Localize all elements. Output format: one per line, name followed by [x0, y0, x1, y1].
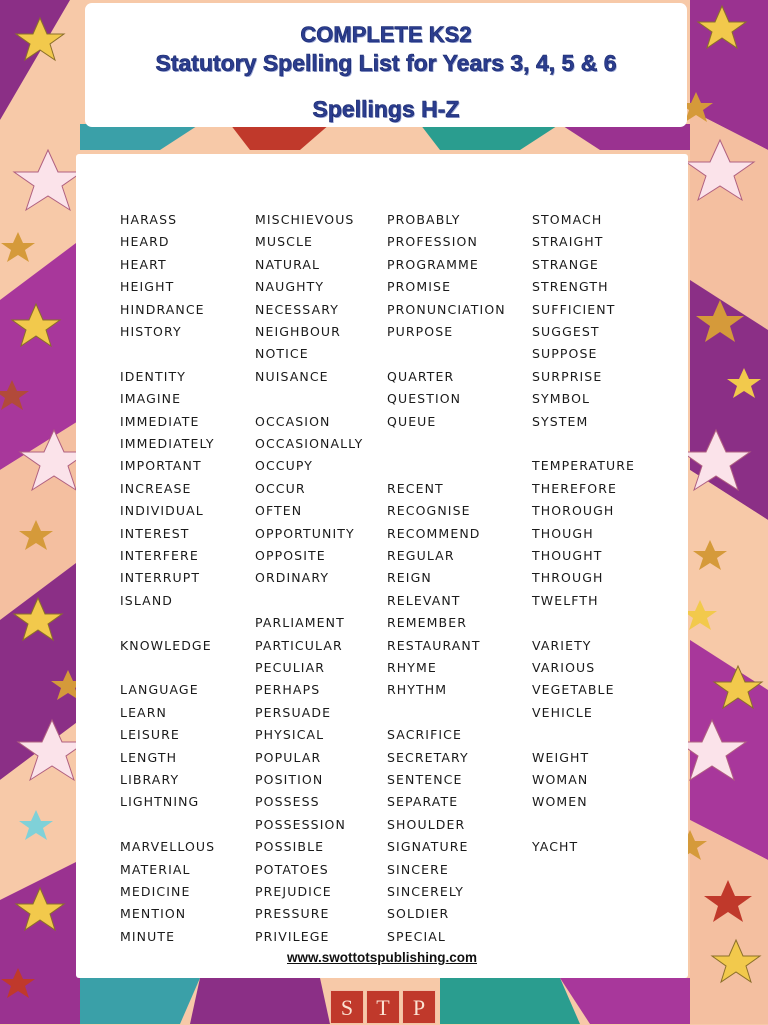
- spelling-word: POSITION: [255, 772, 324, 787]
- spelling-word: IMMEDIATELY: [120, 436, 215, 451]
- logo-letter: S: [330, 990, 364, 1024]
- spelling-word: HEART: [120, 256, 167, 272]
- spelling-word: PRONUNCIATION: [387, 301, 506, 317]
- spelling-word: PRESSURE: [255, 906, 330, 922]
- spelling-word: INTERRUPT: [120, 570, 201, 586]
- spelling-word: OFTEN: [255, 503, 303, 519]
- spelling-word: REGULAR: [387, 548, 455, 563]
- spelling-word: NUISANCE: [255, 368, 329, 384]
- spelling-word: WEIGHT: [532, 749, 590, 765]
- spelling-word: SPECIAL: [387, 928, 446, 944]
- spelling-word: WOMEN: [532, 794, 588, 810]
- spelling-word: HARASS: [120, 212, 178, 227]
- spelling-word: SYSTEM: [532, 413, 589, 429]
- spelling-word: ORDINARY: [255, 570, 330, 586]
- spelling-word: RHYTHM: [387, 682, 448, 698]
- spelling-word: TEMPERATURE: [532, 458, 635, 474]
- spelling-word: POSSIBLE: [255, 839, 325, 855]
- spelling-word: LEISURE: [120, 727, 180, 743]
- spelling-word: HEIGHT: [120, 279, 175, 295]
- spelling-word: PARLIAMENT: [255, 615, 345, 631]
- spelling-word: INTERFERE: [120, 548, 199, 563]
- spelling-word: PHYSICAL: [255, 727, 325, 743]
- spelling-word: STRENGTH: [532, 279, 609, 295]
- spelling-word: SINCERELY: [387, 884, 465, 899]
- spelling-word: OCCASION: [255, 413, 331, 429]
- title-spellings-range: Spellings H-Z: [312, 96, 460, 122]
- spelling-word: VARIETY: [532, 637, 592, 653]
- spelling-word: OCCUR: [255, 480, 306, 496]
- spelling-word: WOMAN: [532, 772, 589, 787]
- spelling-word: LIGHTNING: [120, 794, 200, 810]
- spelling-word: SINCERE: [387, 861, 449, 877]
- spelling-word: YACHT: [532, 839, 579, 855]
- spelling-word: NATURAL: [255, 256, 321, 272]
- spelling-word: PROMISE: [387, 279, 452, 295]
- spelling-word: SHOULDER: [387, 816, 466, 832]
- website-url[interactable]: www.swottotspublishing.com: [287, 950, 477, 965]
- spelling-word: MINUTE: [120, 928, 176, 944]
- spelling-word: STOMACH: [532, 212, 603, 227]
- spelling-word: KNOWLEDGE: [120, 637, 212, 653]
- spelling-word: INTEREST: [120, 525, 190, 541]
- spelling-word: IMAGINE: [120, 391, 182, 407]
- spelling-word: THROUGH: [532, 570, 604, 586]
- spelling-word: LENGTH: [120, 749, 178, 765]
- spelling-word: PARTICULAR: [255, 637, 343, 653]
- spelling-word: QUESTION: [387, 391, 462, 407]
- spelling-word: IMMEDIATE: [120, 413, 200, 429]
- spelling-word: NAUGHTY: [255, 279, 325, 295]
- spelling-word: THOROUGH: [532, 503, 615, 519]
- title-panel: [88, 6, 684, 124]
- spelling-word: OCCASIONALLY: [255, 436, 364, 451]
- spelling-word: THOUGH: [532, 525, 594, 541]
- spelling-word: NOTICE: [255, 346, 309, 362]
- spelling-word: POSSESS: [255, 794, 320, 810]
- logo-letter: T: [366, 990, 400, 1024]
- spelling-word: POSSESSION: [255, 816, 346, 832]
- spelling-word: SOLDIER: [387, 906, 450, 922]
- spelling-word: MATERIAL: [120, 861, 191, 877]
- spelling-word: RHYME: [387, 660, 437, 675]
- stp-logo: [330, 990, 436, 1024]
- spelling-word: SEPARATE: [387, 794, 459, 810]
- spelling-word: NEIGHBOUR: [255, 324, 341, 339]
- spelling-word: REIGN: [387, 570, 432, 586]
- spelling-word: PECULIAR: [255, 660, 325, 675]
- spelling-word: POPULAR: [255, 749, 322, 765]
- spelling-word: RECOMMEND: [387, 525, 481, 541]
- spelling-word: OCCUPY: [255, 458, 313, 474]
- spelling-word: SURPRISE: [532, 368, 603, 384]
- spelling-word: NECESSARY: [255, 301, 339, 317]
- spelling-word: PREJUDICE: [255, 884, 332, 899]
- spelling-word: MUSCLE: [255, 234, 314, 250]
- spelling-word: MARVELLOUS: [120, 839, 216, 855]
- spelling-word: OPPOSITE: [255, 548, 326, 563]
- spelling-word: STRAIGHT: [532, 234, 604, 250]
- title-complete-ks2: COMPLETE KS2: [300, 22, 472, 47]
- spelling-word: PERSUADE: [255, 704, 332, 720]
- spelling-word: RELEVANT: [387, 592, 461, 608]
- spelling-word: REMEMBER: [387, 615, 468, 631]
- spelling-word: THEREFORE: [532, 480, 618, 496]
- spelling-word: TWELFTH: [532, 592, 599, 608]
- spelling-word: STRANGE: [532, 256, 599, 272]
- spelling-word: INDIVIDUAL: [120, 503, 204, 519]
- spelling-word: PROGRAMME: [387, 256, 479, 272]
- spelling-word: MEDICINE: [120, 884, 191, 899]
- spelling-word: RECENT: [387, 480, 444, 496]
- spelling-word: THOUGHT: [532, 548, 603, 563]
- spelling-word: POTATOES: [255, 861, 329, 877]
- spelling-word: PROFESSION: [387, 234, 478, 250]
- spelling-word: IDENTITY: [120, 368, 186, 384]
- spelling-word: SIGNATURE: [387, 839, 469, 855]
- spelling-word: HINDRANCE: [120, 301, 205, 317]
- spelling-word: OPPORTUNITY: [255, 525, 355, 541]
- spelling-word: QUEUE: [387, 413, 437, 429]
- spelling-word: RECOGNISE: [387, 503, 471, 519]
- spelling-word: QUARTER: [387, 368, 455, 384]
- spelling-word: VARIOUS: [532, 660, 596, 675]
- spelling-word: RESTAURANT: [387, 637, 481, 653]
- spelling-word: PERHAPS: [255, 682, 321, 698]
- spelling-word: SENTENCE: [387, 772, 463, 787]
- spelling-word: HISTORY: [120, 324, 182, 339]
- spelling-word: SUPPOSE: [532, 346, 598, 362]
- spelling-word: SUFFICIENT: [532, 301, 616, 317]
- spelling-word: SYMBOL: [532, 391, 591, 407]
- spelling-word: PURPOSE: [387, 324, 454, 339]
- title-statutory-list: Statutory Spelling List for Years 3, 4, 5 & 6: [155, 50, 617, 76]
- spelling-word: PRIVILEGE: [255, 928, 330, 944]
- spelling-word: VEHICLE: [532, 704, 593, 720]
- spelling-word: MISCHIEVOUS: [255, 212, 355, 227]
- spelling-word: IMPORTANT: [120, 458, 202, 474]
- spelling-word: SECRETARY: [387, 749, 469, 765]
- spelling-word: SUGGEST: [532, 324, 600, 339]
- spelling-word: SACRIFICE: [387, 727, 463, 743]
- spelling-word: INCREASE: [120, 480, 192, 496]
- spelling-word: PROBABLY: [387, 212, 461, 227]
- spelling-word: VEGETABLE: [532, 682, 615, 698]
- spelling-word: LANGUAGE: [120, 682, 199, 698]
- spelling-word: MENTION: [120, 906, 187, 922]
- spelling-word: ISLAND: [120, 592, 173, 608]
- spelling-word: HEARD: [120, 234, 170, 250]
- spelling-list-panel: [76, 154, 688, 978]
- spelling-word: LEARN: [120, 704, 167, 720]
- logo-letter: P: [402, 990, 436, 1024]
- spelling-word: LIBRARY: [120, 772, 180, 787]
